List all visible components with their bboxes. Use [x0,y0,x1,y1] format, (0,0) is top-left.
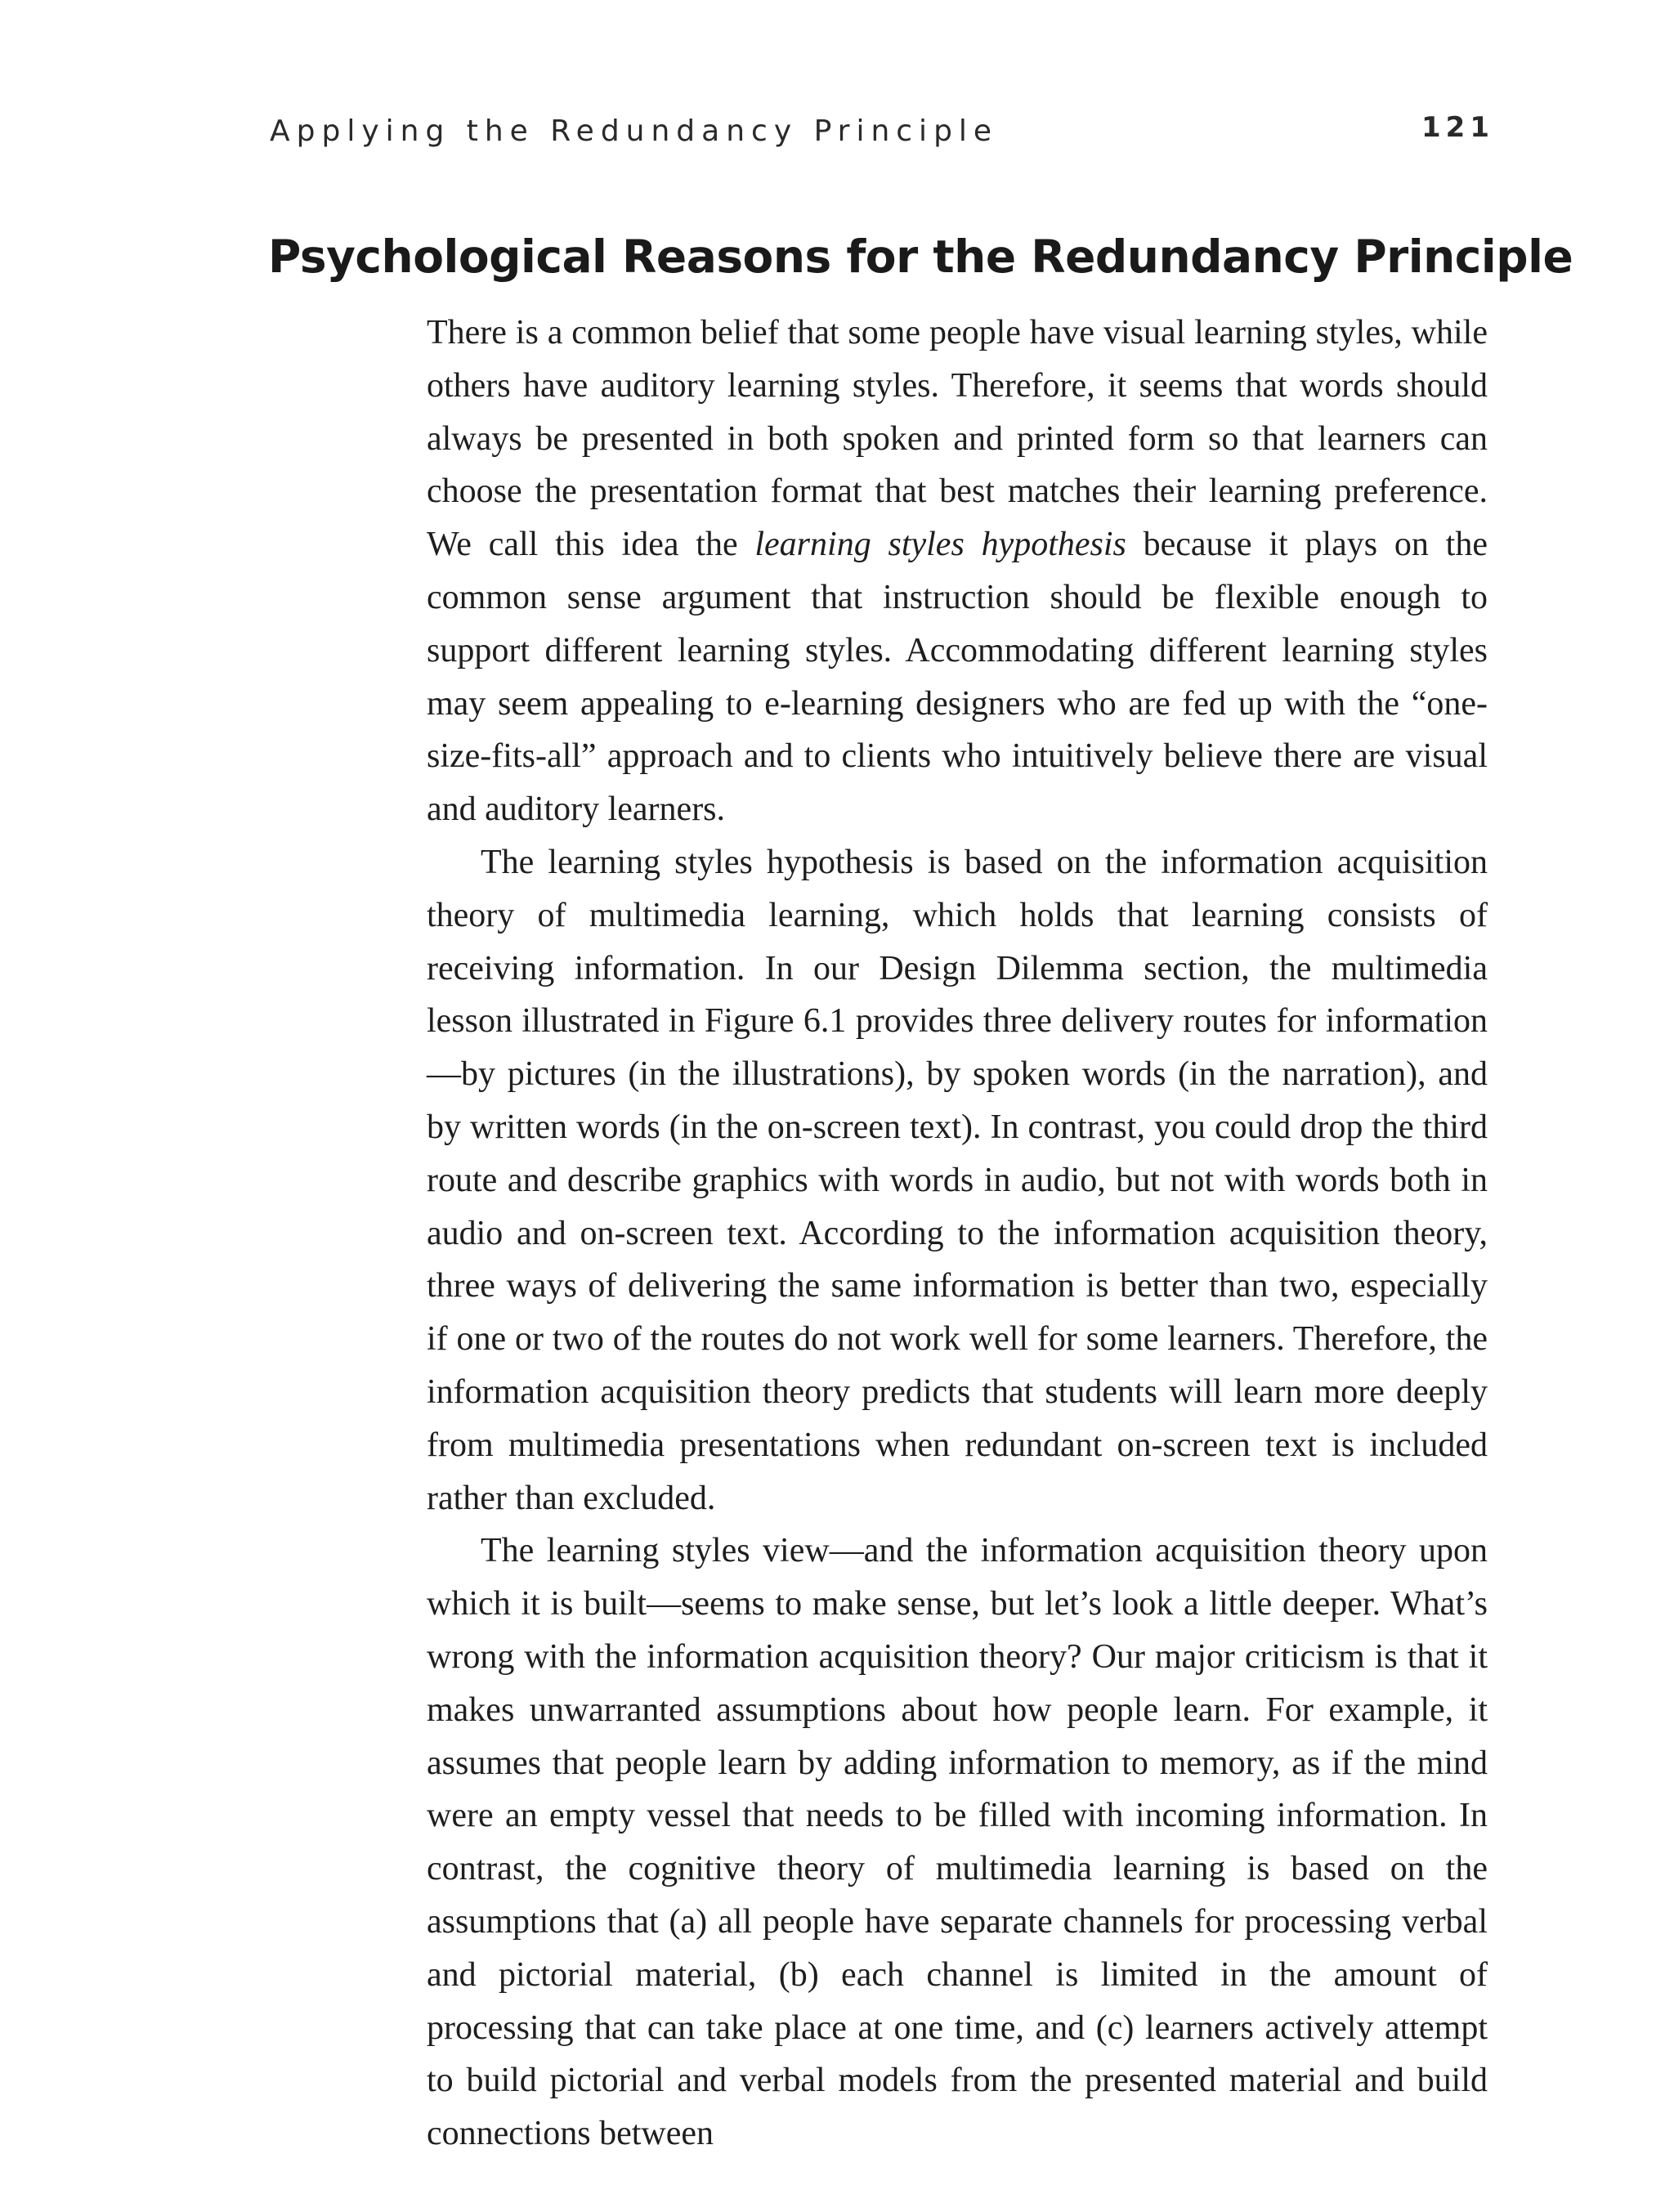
paragraph-1-text: There is a common belief that some people have visual learning styles, while others have auditory learning styles. Therefore, it seems that words should always be presented in both spoken and printed form so that learners can choose the presentation format that best matches their learning preference. We call this idea the [427,314,1488,564]
paragraph-1 [427,307,1488,836]
section-title: Psychological Reasons for the Redundancy Principle [268,231,1573,283]
paragraph-3: The learning styles view—and the information acquisition theory upon which it is built—seems to make sense, but let’s look a little deeper. What’s wrong with the information acquisition theory? Our major criticism is that it makes unwarranted assumptions about how people learn. For example, it assumes that people learn by adding information to memory, as if the mind were an empty vessel that needs to be filled with incoming information. In contrast, the cognitive theory of multimedia learning is based on the assumptions that (a) all people have separate channels for processing verbal and pictorial material, (b) each channel is limited in the amount of processing that can take place at one time, and (c) learners actively attempt to build pictorial and verbal models from the presented material and build connections between [427,1532,1488,2153]
italic-term: learning styles hypothesis [754,526,1126,564]
page-number: 121 [1421,111,1494,144]
paragraph-2: The learning styles hypothesis is based on the information acquisition theory of multimedia learning, which holds that learning consists of receiving information. In our Design Dilemma section, the multimedia lesson illustrated in Figure 6.1 provides three delivery routes for information—by pictures (in the illustrations), by spoken words (in the narration), and by written words (in the on-screen text). In contrast, you could drop the third route and describe graphics with words in audio, but not with words both in audio and on-screen text. According to the information acquisition theory, three ways of delivering the same information is better than two, especially if one or two of the routes do not work well for some learners. Therefore, the information acquisition theory predicts that students will learn more deeply from multimedia presentations when redundant on-screen text is included rather than excluded. [427,843,1488,1517]
body-text [427,307,1488,2161]
running-head: Applying the Redundancy Principle [270,114,999,148]
paragraph-1-text-continued: because it plays on the common sense argument that instruction should be flexible enough to support different learning styles. Accommodating different learning styles may seem appealing to e-learning designers who are fed up with the “one-size-fits-all” approach and to clients who intuitively believe there are visual and auditory learners. [427,526,1488,829]
